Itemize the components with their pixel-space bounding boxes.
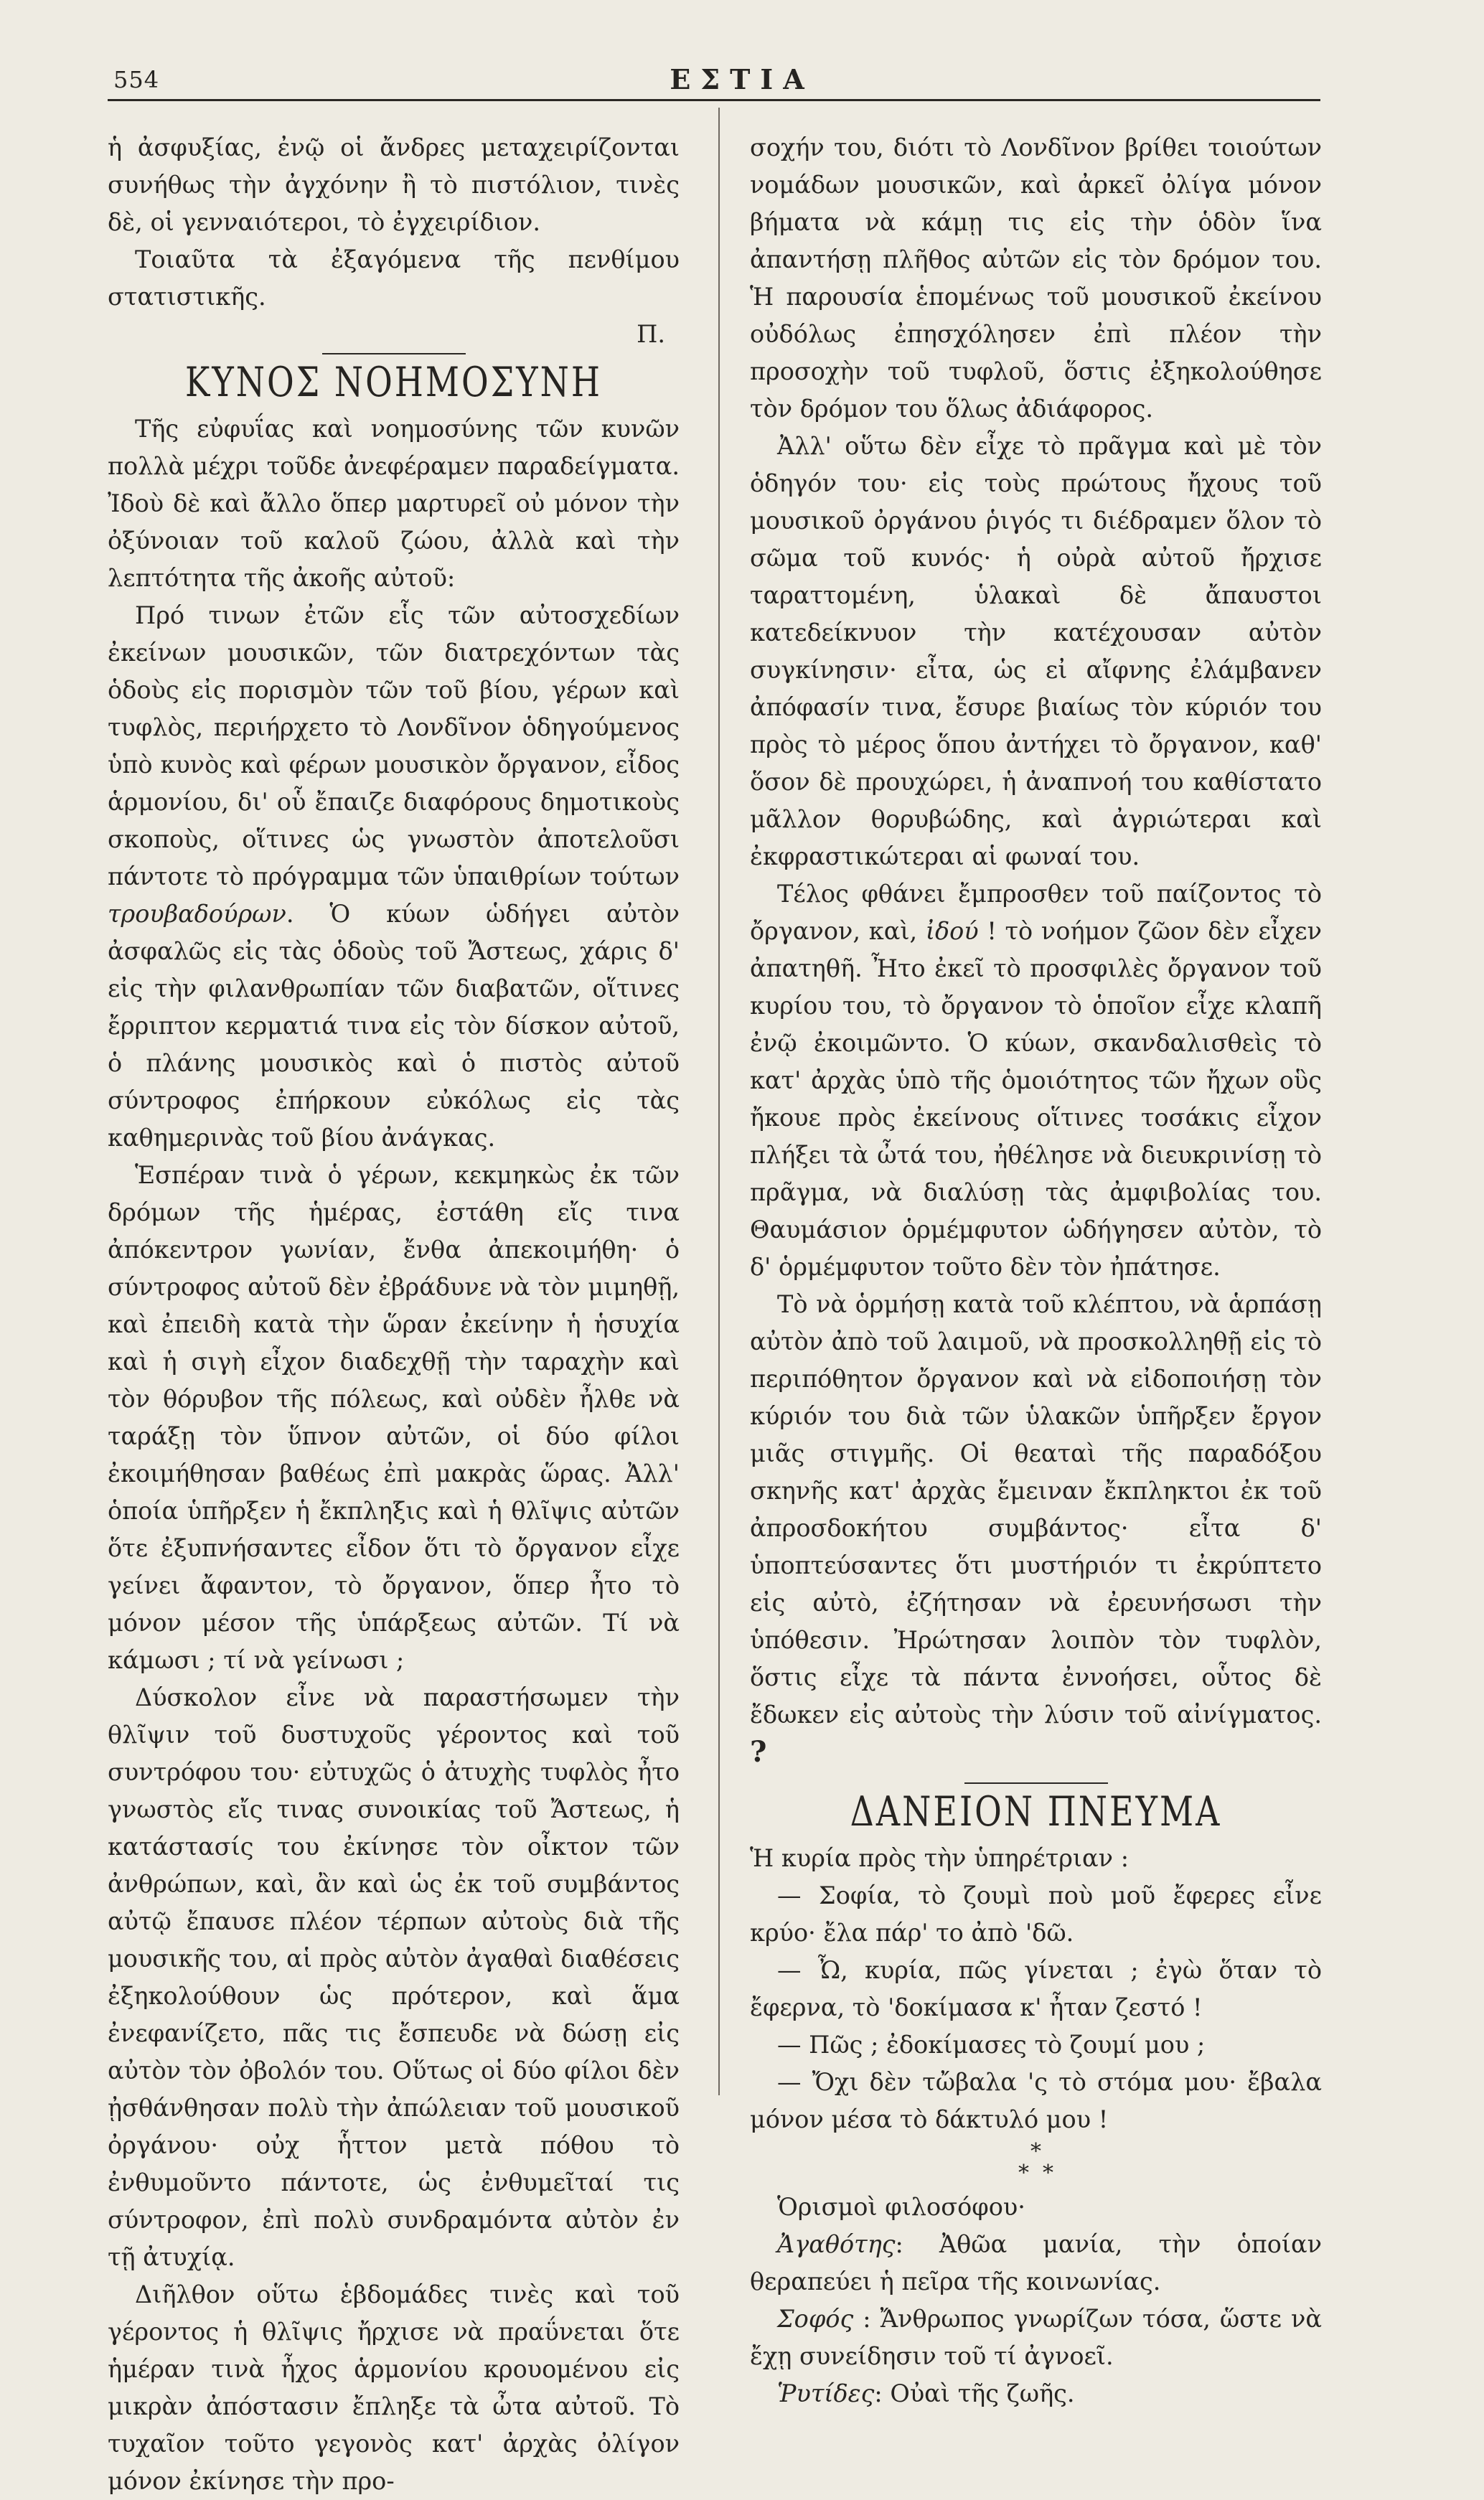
definition: Ῥυτίδες: Οὐαὶ τῆς ζωῆς. <box>777 2379 1075 2407</box>
running-head: ΕΣΤΙΑ <box>670 63 814 95</box>
end-mark: ? <box>750 1735 767 1769</box>
definitions-title: Ὁρισμοὶ φιλοσόφου· <box>777 2193 1025 2221</box>
paragraph: Διῆλθον οὕτω ἑβδομάδες τινὲς καὶ τοῦ γέροντος ἡ θλῖψις ἤρχισε νὰ πραΰνεται ὅτε ἡμέραν τινὰ ἦχος ἁρμονίου κρουομένου εἰς μικρὰν ἀπόστασιν ἔπληξε τὰ ὦτα αὐτοῦ. Τὸ τυχαῖον τοῦτο γεγονὸς κατ' ἀρχὰς ὀλίγον μόνον ἐκίνησε τὴν προ- <box>108 2280 680 2495</box>
paragraph: Πρό τινων ἐτῶν εἷς τῶν αὐτοσχεδίων ἐκείνων μουσικῶν, τῶν διατρεχόντων τὰς ὁδοὺς εἰς πορισμὸν τῶν τοῦ βίου, γέρων καὶ τυφλὸς, περιήρχετο τὸ Λονδῖνον ὁδηγούμενος ὑπὸ κυνὸς καὶ φέρων μουσικὸν ὄργανον, εἶδος ἁρμονίου, δι' οὗ ἔπαιζε διαφόρους δημοτικοὺς σκοποὺς, οἵτινες ὡς γνωστὸν ἀποτελοῦσι πάντοτε τὸ πρόγραμμα τῶν ὑπαιθρίων τούτων τρουβαδούρων. Ὁ κύων ὡδήγει αὐτὸν ἀσφαλῶς εἰς τὰς ὁδοὺς τοῦ Ἄστεως, χάρις δ' εἰς τὴν φιλανθρωπίαν τῶν διαβατῶν, οἵτινες ἔρριπτον κερματιά τινα εἰς τὸν δίσκον αὐτοῦ, ὁ πλάνης μουσικὸς καὶ ὁ πιστὸς αὐτοῦ σύντροφος ἐπήρκουν εὐκόλως εἰς τὰς καθημερινὰς τοῦ βίου ἀνάγκας. <box>108 601 680 1152</box>
dialogue-line: — Σοφία, τὸ ζουμὶ ποὺ μοῦ ἔφερες εἶνε κρύο· ἔλα πάρ' το ἀπὸ 'δῶ. <box>750 1881 1322 1947</box>
paragraph: σοχήν του, διότι τὸ Λονδῖνον βρίθει τοιούτων νομάδων μουσικῶν, καὶ ἀρκεῖ ὀλίγα μόνον βήματα νὰ κάμῃ τις εἰς τὴν ὁδὸν ἵνα ἀπαντήσῃ πλῆθος αὐτῶν εἰς τὸν δρόμον του. Ἡ παρουσία ἑπομένως τοῦ μουσικοῦ ἐκείνου οὐδόλως ἐπησχόλησεν ἐπὶ πλέον τὴν προσοχὴν τοῦ τυφλοῦ, ὅστις ἐξηκολούθησε τὸν δρόμον του ὅλως ἀδιάφορος. <box>750 133 1322 423</box>
author-initials: Π. <box>637 320 665 348</box>
signature-line <box>108 316 680 353</box>
section-rule <box>322 353 466 354</box>
right-column <box>750 129 1322 2412</box>
dialogue-line: — Ὄχι δὲν τὤβαλα 'ς τὸ στόμα μου· ἔβαλα μόνον μέσα τὸ δάκτυλό μου ! <box>750 2068 1322 2133</box>
dialogue-line: — Πῶς ; ἐδοκίμασες τὸ ζουμί μου ; <box>777 2031 1206 2059</box>
paragraph: Ἑσπέραν τινὰ ὁ γέρων, κεκμηκὼς ἐκ τῶν δρόμων τῆς ἡμέρας, ἐστάθη εἴς τινα ἀπόκεντρον γωνίαν, ἔνθα ἀπεκοιμήθη· ὁ σύντροφος αὐτοῦ δὲν ἐβράδυνε νὰ τὸν μιμηθῇ, καὶ ἐπειδὴ κατὰ τὴν ὥραν ἐκείνην ἡ ἡσυχία καὶ ἡ σιγὴ εἶχον διαδεχθῇ τὴν ταραχὴν καὶ τὸν θόρυβον τῆς πόλεως, καὶ οὐδὲν ἦλθε νὰ ταράξῃ τὸν ὕπνον αὐτῶν, οἱ δύο φίλοι ἐκοιμήθησαν βαθέως ἐπὶ μακρὰς ὥρας. Ἀλλ' ὁποία ὑπῆρξεν ἡ ἔκπληξις καὶ ἡ θλῖψις αὐτῶν ὅτε ἐξυπνήσαντες εἶδον ὅτι τὸ ὄργανον εἶχε γείνει ἄφαντον, τὸ ὄργανον, ὅπερ ἦτο τὸ μόνον μέσον τῆς ὑπάρξεως αὐτῶν. Τί νὰ κάμωσι ; τί νὰ γείνωσι ; <box>108 1161 680 1674</box>
paragraph: Τὸ νὰ ὁρμήσῃ κατὰ τοῦ κλέπτου, νὰ ἁρπάσῃ αὐτὸν ἀπὸ τοῦ λαιμοῦ, νὰ προσκολληθῇ εἰς τὸ περιπόθητον ὄργανον καὶ νὰ εἰδοποιήσῃ τὸν κύριόν του διὰ τῶν ὑλακῶν ὑπῆρξεν ἔργον μιᾶς στιγμῆς. Οἱ θεαταὶ τῆς παραδόξου σκηνῆς κατ' ἀρχὰς ἔμειναν ἔκπληκτοι ἐκ τοῦ ἀπροσδοκήτου συμβάντος· εἶτα δ' ὑποπτεύσαντες ὅτι μυστήριόν τι ἐκρύπτετο εἰς αὐτὸ, ἐζήτησαν νὰ ἐρευνήσωσι τὴν ὑπόθεσιν. Ἠρώτησαν λοιπὸν τὸν τυφλὸν, ὅστις εἶχε τὰ πάντα ἐννοήσει, οὗτος δὲ ἔδωκεν εἰς αὐτοὺς τὴν λύσιν τοῦ αἰνίγματος. ? <box>750 1290 1322 1769</box>
page-number: 554 <box>113 66 160 93</box>
paragraph: ἡ ἀσφυξίας, ἐνῷ οἱ ἄνδρες μεταχειρίζονται συνήθως τὴν ἀγχόνην ἢ τὸ πιστόλιον, τινὲς δὲ, οἱ γενναιότεροι, τὸ ἐγχειρίδιον. <box>108 133 680 236</box>
column-divider <box>718 108 720 2095</box>
paragraph: Τέλος φθάνει ἔμπροσθεν τοῦ παίζοντος τὸ ὄργανον, καὶ, ἰδού ! τὸ νοήμον ζῶον δὲν εἶχεν ἀπατηθῆ. Ἦτο ἐκεῖ τὸ προσφιλὲς ὄργανον τοῦ κυρίου του, τὸ ὄργανον τὸ ὁποῖον εἶχε κλαπῆ ἐνῷ ἐκοιμῶντο. Ὁ κύων, σκανδαλισθεὶς τὸ κατ' ἀρχὰς ὑπὸ τῆς ὁμοιότητος τῶν ἤχων οὓς ἤκουε πρὸς ἐκείνους οἵτινες τοσάκις εἶχον πλήξει τὰ ὦτά του, ἠθέλησε νὰ διευκρινίσῃ τὸ πρᾶγμα, νὰ διαλύσῃ τὰς ἀμφιβολίας του. Θαυμάσιον ὁρμέμφυτον ὡδήγησεν αὐτὸν, τὸ δ' ὁρμέμφυτον τοῦτο δὲν τὸν ἠπάτησε. <box>750 880 1322 1281</box>
paragraph: Ἀλλ' οὕτω δὲν εἶχε τὸ πρᾶγμα καὶ μὲ τὸν ὁδηγόν του· εἰς τοὺς πρώτους ἤχους τοῦ μουσικοῦ ὀργάνου ῥιγός τι διέδραμεν ὅλον τὸ σῶμα τοῦ κυνός· ἡ οὐρὰ αὐτοῦ ἤρχισε ταραττομένη, ὑλακαὶ δὲ ἄπαυστοι κατεδείκνυον τὴν κατέχουσαν αὐτὸν συγκίνησιν· εἶτα, ὡς εἰ αἴφνης ἐλάμβανεν ἀπόφασίν τινα, ἔσυρε βιαίως τὸν κύριόν του πρὸς τὸ μέρος ὅπου ἀντήχει τὸ ὄργανον, καθ' ὅσον δὲ προυχώρει, ἡ ἀναπνοή του καθίστατο μᾶλλον θορυβώδης, καὶ ἀγριώτεραι καὶ ἐκφραστικώτεραι αἱ φωναί του. <box>750 432 1322 870</box>
asterism: * * * <box>1018 2139 1054 2186</box>
section-title: ΔΑΝΕΙΟΝ ΠΝΕΥΜΑ <box>850 1787 1222 1836</box>
paragraph: Τοιαῦτα τὰ ἐξαγόμενα τῆς πενθίμου στατιστικῆς. <box>108 245 680 311</box>
dialogue-line: — Ὦ, κυρία, πῶς γίνεται ; ἐγὼ ὅταν τὸ ἔφερνα, τὸ 'δοκίμασα κ' ἦταν ζεστό ! <box>750 1956 1322 2021</box>
left-column <box>108 129 680 2500</box>
definition: Ἀγαθότης: Ἀθῶα μανία, τὴν ὁποίαν θεραπεύει ἡ πεῖρα τῆς κοινωνίας. <box>750 2230 1322 2295</box>
paragraph: Δύσκολον εἶνε νὰ παραστήσωμεν τὴν θλῖψιν τοῦ δυστυχοῦς γέροντος καὶ τοῦ συντρόφου του· εὐτυχῶς ὁ ἀτυχὴς τυφλὸς ἦτο γνωστὸς εἴς τινας συνοικίας τοῦ Ἄστεως, ἡ κατάστασίς του ἐκίνησε τὸν οἶκτον τῶν ἀνθρώπων, καὶ, ἂν καὶ ὡς ἐκ τοῦ συμβάντος αὐτῷ ἔπαυσε πλέον τέρπων αὐτοὺς διὰ τῆς μουσικῆς του, αἱ πρὸς αὐτὸν ἀγαθαὶ διαθέσεις ἐξηκολούθουν ὡς πρότερον, καὶ ἅμα ἐνεφανίζετο, πᾶς τις ἔσπευδε νὰ δώσῃ εἰς αὐτὸν τὸν ὀβολόν του. Οὕτως οἱ δύο φίλοι δὲν ᾐσθάνθησαν πολὺ τὴν ἀπώλειαν τοῦ μουσικοῦ ὀργάνου· οὐχ ἧττον μετὰ πόθου τὸ ἐνθυμοῦντο πάντοτε, ὡς ἐνθυμεῖταί τις σύντροφον, ἐπὶ πολὺ συνδραμόντα αὐτὸν ἐν τῇ ἀτυχίᾳ. <box>108 1683 680 2271</box>
section-title: ΚΥΝΟΣ ΝΟΗΜΟΣΥΝΗ <box>185 357 602 406</box>
dialogue-line: Ἡ κυρία πρὸς τὴν ὑπηρέτριαν : <box>750 1844 1129 1872</box>
paragraph: Τῆς εὐφυΐας καὶ νοημοσύνης τῶν κυνῶν πολλὰ μέχρι τοῦδε ἀνεφέραμεν παραδείγματα. Ἰδοὺ δὲ καὶ ἄλλο ὅπερ μαρτυρεῖ οὐ μόνον τὴν ὀξύνοιαν τοῦ καλοῦ ζώου, ἀλλὰ καὶ τὴν λεπτότητα τῆς ἀκοῆς αὐτοῦ: <box>108 415 680 592</box>
definition: Σοφός : Ἄνθρωπος γνωρίζων τόσα, ὥστε νὰ ἔχῃ συνείδησιν τοῦ τί ἀγνοεῖ. <box>750 2305 1322 2370</box>
header-rule <box>108 99 1320 101</box>
section-rule <box>964 1782 1108 1784</box>
